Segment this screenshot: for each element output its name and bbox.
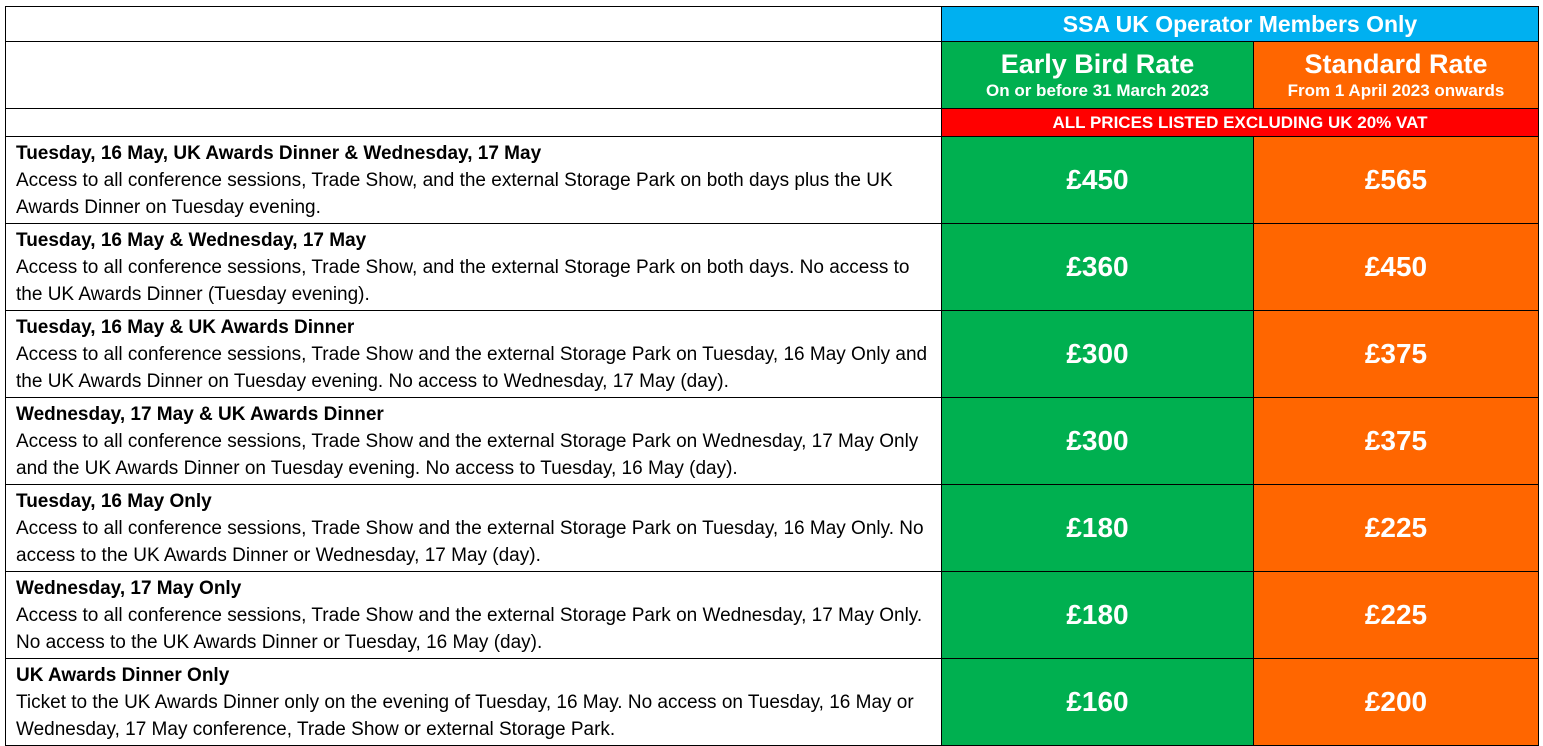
- pricing-table: [5, 6, 1539, 746]
- early-bird-price: £450: [942, 137, 1254, 224]
- vat-note-banner: ALL PRICES LISTED EXCLUDING UK 20% VAT: [942, 109, 1539, 137]
- ticket-title: Tuesday, 16 May & Wednesday, 17 May: [16, 230, 367, 251]
- ticket-description: Access to all conference sessions, Trade Show and the external Storage Park on Wednesday, 17 May Only. No access to the UK Awards Dinner or Tuesday, 16 May (day).: [16, 605, 923, 653]
- early-bird-header: [942, 42, 1254, 109]
- early-bird-price: £180: [942, 572, 1254, 659]
- pricing-table-body: [6, 7, 1539, 746]
- standard-price: £375: [1254, 398, 1539, 485]
- members-header-row: [6, 7, 1539, 42]
- ticket-description-cell: [6, 398, 942, 485]
- standard-price: £200: [1254, 659, 1539, 746]
- ticket-description: Access to all conference sessions, Trade Show and the external Storage Park on Wednesday, 17 May Only and the UK Awards Dinner on Tuesday evening. No access to Tuesday, 16 May (day).: [16, 431, 919, 479]
- standard-rate-header: [1254, 42, 1539, 109]
- ticket-description-cell: [6, 137, 942, 224]
- ticket-title: Wednesday, 17 May Only: [16, 578, 242, 599]
- ticket-title: Wednesday, 17 May & UK Awards Dinner: [16, 404, 384, 425]
- standard-price: £450: [1254, 224, 1539, 311]
- ticket-description-cell: [6, 485, 942, 572]
- rate-blank-cell: [6, 42, 942, 109]
- ticket-description-cell: [6, 659, 942, 746]
- standard-price: £225: [1254, 572, 1539, 659]
- ticket-title: UK Awards Dinner Only: [16, 665, 230, 686]
- ticket-description-cell: [6, 572, 942, 659]
- ticket-description: Ticket to the UK Awards Dinner only on the evening of Tuesday, 16 May. No access on Tuesday, 16 May or Wednesday, 17 May conference, Trade Show or external Storage Park.: [16, 692, 914, 740]
- members-only-banner: SSA UK Operator Members Only: [942, 7, 1539, 42]
- early-bird-price: £300: [942, 398, 1254, 485]
- standard-rate-subtitle: From 1 April 2023 onwards: [1287, 81, 1505, 100]
- early-bird-price: £360: [942, 224, 1254, 311]
- ticket-row: [6, 311, 1539, 398]
- standard-price: £225: [1254, 485, 1539, 572]
- early-bird-price: £300: [942, 311, 1254, 398]
- ticket-title: Tuesday, 16 May Only: [16, 491, 212, 512]
- vat-blank-cell: [6, 109, 942, 137]
- ticket-row: [6, 659, 1539, 746]
- vat-note-row: [6, 109, 1539, 137]
- ticket-row: [6, 485, 1539, 572]
- ticket-title: Tuesday, 16 May, UK Awards Dinner & Wednesday, 17 May: [16, 143, 542, 164]
- members-blank-cell: [6, 7, 942, 42]
- early-bird-price: £180: [942, 485, 1254, 572]
- rate-header-row: [6, 42, 1539, 109]
- ticket-description: Access to all conference sessions, Trade Show, and the external Storage Park on both days plus the UK Awards Dinner on Tuesday evening.: [16, 170, 893, 218]
- ticket-description-cell: [6, 311, 942, 398]
- early-bird-price: £160: [942, 659, 1254, 746]
- early-bird-subtitle: On or before 31 March 2023: [986, 81, 1209, 100]
- ticket-title: Tuesday, 16 May & UK Awards Dinner: [16, 317, 355, 338]
- standard-price: £375: [1254, 311, 1539, 398]
- early-bird-title: Early Bird Rate: [1000, 49, 1195, 79]
- ticket-description-cell: [6, 224, 942, 311]
- ticket-row: [6, 572, 1539, 659]
- standard-rate-title: Standard Rate: [1304, 49, 1488, 79]
- ticket-description: Access to all conference sessions, Trade Show and the external Storage Park on Tuesday, 16 May Only. No access to the UK Awards Dinner or Wednesday, 17 May (day).: [16, 518, 924, 566]
- ticket-description: Access to all conference sessions, Trade Show, and the external Storage Park on both days. No access to the UK Awards Dinner (Tuesday evening).: [16, 257, 910, 305]
- ticket-description: Access to all conference sessions, Trade Show and the external Storage Park on Tuesday, 16 May Only and the UK Awards Dinner on Tuesday evening. No access to Wednesday, 17 May (day).: [16, 344, 928, 392]
- ticket-row: [6, 398, 1539, 485]
- standard-price: £565: [1254, 137, 1539, 224]
- ticket-row: [6, 137, 1539, 224]
- ticket-row: [6, 224, 1539, 311]
